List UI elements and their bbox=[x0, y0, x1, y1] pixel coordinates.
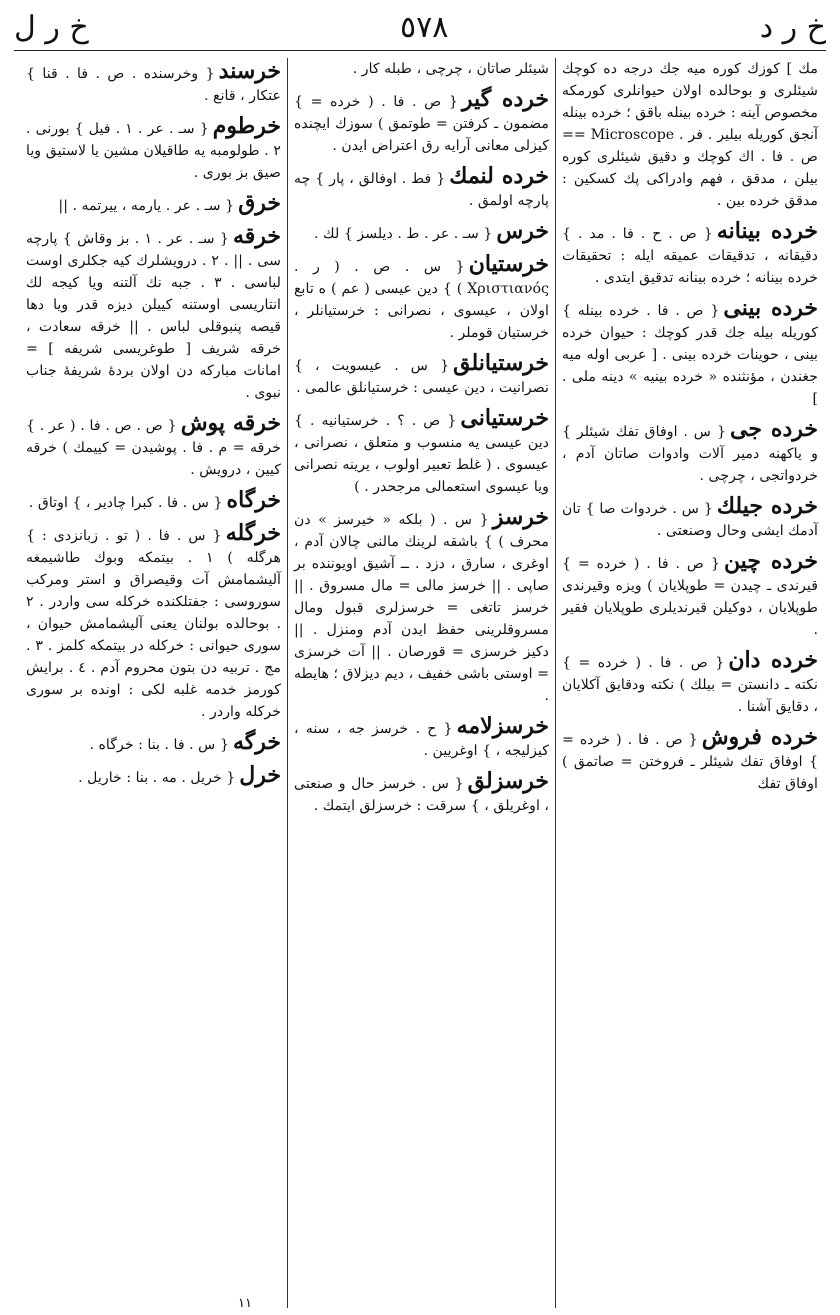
entry-definition: { ص . ص . فا . ( عر . } خرقه = م . فا . پوشيدن = كييمك ) خرقه كيين ، درويش . bbox=[26, 418, 281, 478]
column-middle bbox=[288, 58, 556, 1308]
dictionary-entry bbox=[294, 218, 549, 245]
entry-definition: { سـ . عر . ١ . بز وقاش } پارچه سى . || . ٢ . درويشلرك كيه جكلرى اوست لباسى . ٣ . جبه نك آلتنه ويا كيجه لك انتاريسى اوستنه كييلن ديزه قدر ويا دها قيصه پنبوقلى لباس . || خرقه سعادت ، خرقه شريف [ طوغريسى شريفه ] = امانات مباركه دن اولان بردۀ شريفۀ جناب نبوى . bbox=[26, 231, 281, 401]
entry-headword: خرده بينى bbox=[723, 295, 819, 321]
entry-headword: خرگاه bbox=[226, 487, 281, 513]
dictionary-entry bbox=[26, 190, 281, 217]
entry-headword: خرستيانى bbox=[460, 405, 549, 431]
dictionary-entry bbox=[294, 58, 549, 80]
column-right bbox=[556, 58, 824, 1308]
dictionary-entry bbox=[562, 548, 818, 641]
entry-definition: { س . ( بلكه « خيرسز » دن محرف ) } باشقه لرينك مالنى چالان آدم ، اوغرى ، سارق ، دزد . ــ آشيق اويوننده بر صاپى . || خرسز مالى = مال مسروق . || خرسز تاتغى = خرسزلرى قبول ومال مسروقلرينى حفظ ايدن آدم ومنزل . || دكيز خرسزى = قورصان . || آت خرسزى = اوستى باشى خفيف ، ديم ديزلاق ؛ هايطه . bbox=[294, 512, 549, 704]
entry-definition: { س . عيسويت ، } نصرانيت ، دين عيسى : خرستيانلق عالمى . bbox=[294, 358, 549, 396]
dictionary-entry bbox=[26, 520, 281, 723]
dictionary-entry bbox=[294, 86, 549, 157]
entry-definition: { سـ . عر . يارمه ، ييرتمه . || bbox=[58, 198, 235, 214]
entry-headword: خرده دان bbox=[728, 647, 818, 673]
entry-headword: خرسزلق bbox=[467, 768, 549, 794]
dictionary-entry bbox=[26, 223, 281, 404]
header-rule bbox=[14, 50, 826, 51]
entry-headword: خرقه پوش bbox=[180, 410, 281, 436]
entry-headword: خرستيانلق bbox=[453, 350, 549, 376]
entry-headword: خرده بينانه bbox=[716, 218, 818, 244]
dictionary-entry bbox=[26, 410, 281, 481]
entry-headword: خرس bbox=[496, 218, 549, 244]
entry-definition: { س . خرسز حال و صنعتى ، اوغريلق ، } سرقت : خرسزلق ايتمك . bbox=[294, 776, 549, 814]
entry-headword: خرده جى bbox=[729, 416, 818, 442]
entry-headword: خرده فروش bbox=[701, 724, 818, 750]
entry-headword: خرسز bbox=[492, 504, 549, 530]
dictionary-entry bbox=[294, 350, 549, 399]
dictionary-entry bbox=[562, 647, 818, 718]
dictionary-entry bbox=[562, 58, 818, 212]
entry-headword: خرل bbox=[239, 762, 281, 788]
dictionary-entry bbox=[562, 218, 818, 289]
entry-definition: { ص . فا . ( خرده = } نكته ـ دانستن = بيلك ) نكته ودقايق آكلايان ، دقايق آشنا . bbox=[562, 655, 818, 715]
entry-definition: { ص . فا . خرده بينله } كوريله بيله جك قدر كوچك : حيوان خرده بينى ، حوينات خرده بينى . [ عربى اوله ميه جغندن ، مؤنثنده « خرده بينيه » دينه ملى . ] bbox=[562, 303, 818, 407]
dictionary-entry bbox=[294, 251, 549, 344]
dictionary-entry bbox=[26, 58, 281, 107]
entry-definition: { ص . فا . ( خرده = } مضمون ـ كرفتن = طوتمق ) سوزك ايچنده كيزلى معانى آرايه رق اعتراض ايدن . bbox=[294, 94, 549, 154]
page-number: ٥٧٨ bbox=[400, 9, 449, 45]
entry-headword: خرستيان bbox=[468, 251, 549, 277]
entry-definition: شيئلر صاتان ، چرچى ، طبله كار . bbox=[352, 61, 549, 77]
entry-headword: خرده چين bbox=[723, 548, 818, 574]
entry-headword: خرسزلامه bbox=[456, 713, 549, 739]
entry-headword: خرق bbox=[238, 190, 281, 216]
dictionary-entry bbox=[294, 713, 549, 762]
entry-headword: خرده جيلك bbox=[716, 493, 818, 519]
dictionary-entry bbox=[294, 405, 549, 498]
entry-definition: { فط . اوفالق ، پار } چه پارچه اولمق . bbox=[294, 171, 549, 209]
entry-definition: { سـ . عر . ١ . فيل } بورنى . ٢ . طولومبه يه طاقيلان مشين يا لاستيق ويا صيق بز بورى . bbox=[26, 121, 281, 181]
dictionary-entry bbox=[294, 504, 549, 707]
dictionary-entry bbox=[26, 729, 281, 756]
dictionary-entry bbox=[26, 113, 281, 184]
dictionary-entry bbox=[562, 493, 818, 542]
entry-definition: { سـ . عر . ط . ديلسز } لك . bbox=[314, 226, 493, 242]
entry-headword: خرگه bbox=[232, 729, 281, 755]
entry-definition: { س . اوفاق تفك شيئلر } و ياكهنه دمير آلات وادوات صاتان آدم ، خردواتجى ، چرچى . bbox=[562, 424, 818, 484]
entry-definition: مك ] كوزك كوره ميه جك درجه ده كوچك شيئلرى و بوحالده اولان حيوانلرى كورمكه مخصوص آينه : خرده بينله باقق ؛ خرده بينله آنجق كوريله بيلير . فر . Microscope == ص . فا . اك كوچك و دقيق شيئلرى كوره بيلن ، مدقق ، فهم وادراكى پك كسكين : مدقق خرده بين . bbox=[562, 61, 818, 209]
entry-headword: خرقه bbox=[232, 223, 282, 249]
entry-definition: { ص . فا . ( خرده = } قيرندى ـ چيدن = طوپلايان ) ويزه وقيرندى طوپلايان ، دوكيلن قيرنديلرى طوپلايان فقير . bbox=[562, 556, 818, 638]
entry-definition: { س . فا . ( تو . زبانزدى : } هرگله ) ١ . بيتمكه وبوك طاشيمغه آليشمامش آت وقيصراق و استر ومركب سوروسى : جفتلكنده خركله سى واردر . ٢ . بوحالده بولنان يعنى آليشمامش حيوان ، سورى حيوانى : خركله در بيتمكه كلمز . ٣ . مج . تربيه دن بتون محروم آدم . ٤ . برايش كورمز خدمه غلبه لكى : اونده بر سورى خركله واردر . bbox=[26, 528, 281, 720]
entry-definition: { س . ص . ( ر . Χριστιανός ) } دين عيسى ( عم ) ه تابع اولان ، عيسوى ، نصرانى : خرستيانلر ، خرستيان قوملر . bbox=[294, 259, 549, 341]
entry-definition: { ح . خرسز جه ، سنه ، كيزليجه ، } اوغريين . bbox=[294, 721, 549, 759]
header-right-letters: خ ر د bbox=[759, 9, 826, 45]
entry-definition: { ص . ح . فا . مد . } دقيقانه ، تدقيقات عميقه ايله : تحقيقات خرده بينانه ؛ خرده بينانه تدقيق ايتدى . bbox=[562, 226, 818, 286]
footer-number: ١١ bbox=[238, 1296, 252, 1311]
dictionary-entry bbox=[26, 487, 281, 514]
dictionary-entry bbox=[26, 762, 281, 789]
dictionary-entry bbox=[294, 768, 549, 817]
entry-definition: { ص . فا . ( خرده = } اوفاق تفك شيئلر ـ فروختن = صاتمق ) اوفاق تفك bbox=[562, 732, 818, 792]
entry-headword: خرگله bbox=[225, 520, 281, 546]
columns-container bbox=[16, 58, 824, 1308]
entry-headword: خرطوم bbox=[212, 113, 282, 139]
page-header bbox=[14, 6, 826, 48]
entry-definition: { وخرسنده . ص . فا . قنا } عتكار ، قانع . bbox=[26, 66, 281, 104]
entry-headword: خرده گير bbox=[461, 86, 549, 112]
entry-definition: { خريل . مه . بنا : خاريل . bbox=[78, 770, 236, 786]
entry-definition: { س . فا . بنا : خرگاه . bbox=[89, 737, 229, 753]
entry-headword: خرسند bbox=[218, 58, 281, 84]
dictionary-entry bbox=[562, 295, 818, 410]
entry-definition: { س . خردوات صا } تان آدمك ايشى وحال وصنعتى . bbox=[562, 501, 818, 539]
dictionary-entry bbox=[294, 163, 549, 212]
entry-definition: { ص . ؟ . خرستيانيه . } دين عيسى يه منسوب و متعلق ، نصرانى ، عيسوى . ( غلط تعبير اولوب ، يرينه نصرانى ويا عيسوى استعمالى مرجحدر . ) bbox=[294, 413, 549, 495]
header-left-letters: خ ر ل bbox=[14, 9, 89, 45]
entry-headword: خرده لنمك bbox=[449, 163, 549, 189]
dictionary-entry bbox=[562, 416, 818, 487]
entry-definition: { س . فا . كبرا چادير ، } اوتاق . bbox=[28, 495, 223, 511]
dictionary-entry bbox=[562, 724, 818, 795]
column-left bbox=[20, 58, 288, 1308]
